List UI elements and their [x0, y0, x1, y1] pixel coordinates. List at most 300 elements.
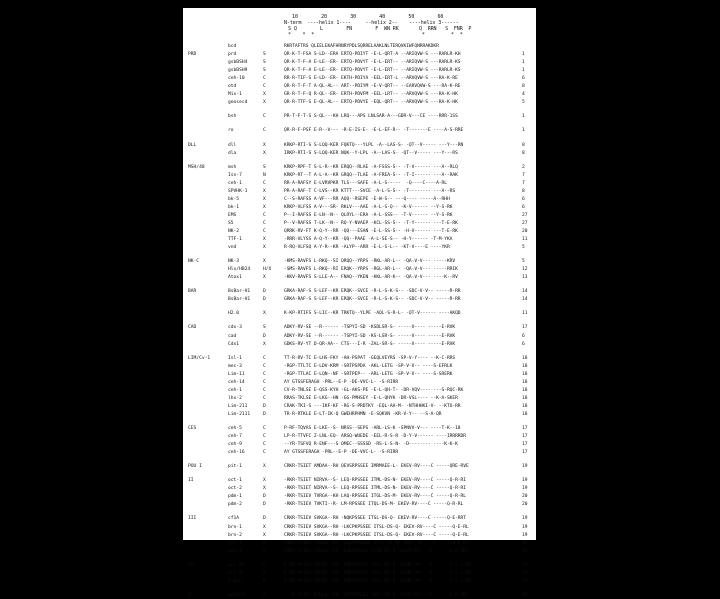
sequence: GR-R-T-F-Q R-QL--ER- ERTH-PDVFM -EEL-LRT-- --ARVQVW-S ---RA-K-HK	[284, 92, 458, 98]
gene-name: NK-2	[228, 229, 240, 234]
sequence: QR-K-T-F-A E-LE--ER- ERTQ-PDVYT -E-L-ERT-- --ARIQVW-S ---RARLR-KS	[284, 68, 461, 74]
gene-name: Atox1	[228, 275, 242, 281]
class-label: POU I	[188, 464, 202, 470]
reference-number: 19	[522, 524, 528, 530]
gene-name: Hlx/HB24	[228, 267, 251, 273]
reference-number: 8	[522, 150, 525, 156]
alignment-row	[183, 92, 536, 98]
reference-number: 18	[522, 363, 528, 369]
gene-name: gsbBSH4	[228, 60, 248, 66]
alignment-row	[183, 44, 536, 50]
reference-number: 6	[522, 76, 525, 82]
sequence: P--V-RAFSS T-LK--N-- RQ-Y-NVAEP -KCL-SS-S-- -T-Y------ ---T-E-RK	[284, 220, 458, 226]
alignment-row	[183, 334, 536, 340]
sequence: CRKR-TSIET AMDAA--RH QEVSRPSSEE IMRMAEE-L- EKEV-RV----C -----QRE-RVE	[284, 464, 469, 470]
gene-name: lhx-2	[228, 395, 242, 401]
species-code: C	[263, 562, 266, 568]
sequence-alignment-table	[183, 8, 536, 598]
sequence: GRKA-RAF-S S-LEF--KR ERQK--SVCE -R-L-S-K-S-- -SDC-V-V-- -----R-RR	[284, 297, 461, 303]
consensus-row-2: * * * * * *	[288, 32, 463, 38]
sequence: TR-R-RTKLE E-LT-IK-Q GWEHRPHMN -E-SQKVN -KR-V-Y-- --S-A-QR	[284, 411, 442, 417]
alignment-row	[183, 525, 536, 531]
species-code: S	[263, 68, 266, 74]
gene-name: ceh-9	[228, 442, 242, 448]
sequence: QR-K-T-F-A E-LE--ER- ERTQ-PDVYT -E-L-ERT-- --ARIQVW-S ---RARLR-KS	[284, 60, 461, 66]
species-code: C	[263, 114, 266, 120]
gene-name: ceh-5	[228, 426, 242, 431]
alignment-row	[183, 426, 536, 432]
species-code: S	[263, 52, 266, 58]
gene-name: oct3/4	[228, 592, 245, 598]
sequence: E-RK-TSIAA PEKRS--AY- KNPRPSPEE IAA--DC-D- EKDV-RV----C -----Q-S-S-KR	[284, 570, 472, 576]
sequence: QR-R-F-PSF E-R--V--- -R-E-IS-E- -E-L-EF-R-- -T-------E ----A-S-RRE	[284, 128, 464, 134]
reference-number: 20	[522, 494, 528, 500]
species-code: D	[263, 494, 266, 500]
class-label: BAR	[188, 289, 197, 295]
class-label: CAD	[188, 325, 197, 331]
reference-number: 19	[522, 516, 528, 522]
class-label: V	[188, 592, 191, 598]
alignment-row	[183, 579, 536, 585]
reference-number: 5	[522, 100, 525, 106]
alignment-row	[183, 259, 536, 265]
sequence: CRAK-TKI-S ---IKF-KF -RG-S-PRDTKY -EQL-AH-M- -NTHHHKI-V- --KTO-RR	[284, 403, 461, 409]
alignment-row	[183, 342, 536, 348]
gene-name: ceh-16	[228, 450, 245, 456]
gene-name: mec-3	[228, 363, 242, 369]
species-code: X	[263, 548, 266, 554]
gene-name: NK-3	[228, 259, 240, 265]
sequence: CRKR-TSIEV SVKGA--RH -NQKPSSEE ITSL-DS-Q- EKEV-RV----C -----Q-E-RRT	[284, 516, 466, 522]
sequence: LP-R-TTVFC Z-LNL-EQ- ARSQ-WUEDE -EEL-R-S-R -D-Y-V------ ----IRRRRDR	[284, 434, 466, 440]
sequence: CRKR-TSIEV SVKGA--RH -DGKPSPGEE ITCV-DS-N- EKEV-RV----C -----Q-E-RRT	[284, 548, 469, 554]
sequence: RR-A-RAFSY E-LVRVPKR TLS---SAFE -A-L-S----- -Q----C----A-RL	[284, 180, 447, 186]
species-code: D	[263, 297, 266, 303]
species-code: C	[263, 180, 266, 186]
gene-name: Lim-211	[228, 403, 248, 409]
alignment-row	[183, 84, 536, 90]
species-code: X	[263, 540, 266, 546]
gene-name: pdm-2	[228, 502, 242, 508]
alignment-row	[183, 189, 536, 195]
sequence: AY GTSSFERAGH -PRL--E-P -DE-VVC-L- -S-RIRR	[284, 379, 399, 385]
class-label: III	[188, 516, 197, 522]
sequence: P--I-RAFSS E-LN--N-- QLRYL--ERA -A-L-SSS-- -T-V------ --Y-S-RK	[284, 212, 453, 218]
species-code: C	[263, 355, 266, 361]
alignment-row	[183, 165, 536, 171]
alignment-row	[183, 356, 536, 362]
sequence: KRKP-RT--T A-L-A--KR GRQQ--TLAE -A-FREA-S-- -T-I------ ---A--RAK	[284, 172, 458, 178]
document-page	[183, 8, 536, 598]
species-code: C	[263, 363, 266, 369]
reference-number: 18	[522, 411, 528, 417]
reference-number: 19	[522, 532, 528, 538]
gene-name: goosecd	[228, 100, 248, 106]
reference-number: 17	[522, 426, 528, 431]
reference-number: 18	[522, 371, 528, 377]
alignment-row	[183, 502, 536, 508]
reference-number: 18	[522, 379, 528, 385]
sequence: PR-T-F-T-S S-QL---KH LRQ---APS LNLSAR-A---GDR-V---CE ----RRR-1SS	[284, 114, 458, 120]
alignment-row	[183, 205, 536, 211]
gene-name: BsBar-H1	[228, 297, 251, 303]
gene-name: ceh-1	[228, 180, 242, 186]
species-code: X	[263, 204, 266, 210]
gene-name: S5	[228, 220, 234, 226]
sequence: KRKP-RPF-T S-L-R--KR ERQQ--RLAE -A-FSSS-S-- -T-V------ ---A--RLQ	[284, 164, 458, 170]
reference-number: 27	[522, 212, 528, 218]
sequence: -SMS-RAVFS L-RKQ--RI ERQK--YRPS -RGL-AR-L-- -QA-V-V--- -----RRIK	[284, 267, 458, 273]
alignment-row	[183, 434, 536, 440]
reference-number: 5	[522, 245, 525, 251]
species-code: C	[263, 84, 266, 90]
reference-number: 27	[522, 220, 528, 226]
gene-name: gsbBSH9	[228, 68, 248, 74]
alignment-row	[183, 516, 536, 522]
class-label: IV	[188, 562, 194, 568]
gene-name: bsh	[228, 114, 237, 120]
sequence: QR-R-T-F-T A-QL-AL-- ART--PDIYM -E-V-QRT-- --EARVQVW-S ---RA-K-RE	[284, 84, 461, 90]
reference-number: 11	[522, 311, 528, 317]
gene-name: bk-5	[228, 196, 240, 202]
reference-number: 19	[522, 464, 528, 470]
reference-number: 14	[522, 289, 528, 295]
gene-name: msh	[228, 164, 237, 170]
sequence: TT-R-RV-TC E-LHS-FKY -AH-PSPAT -GEQLVEYRS -SP-V-Y---- --K-C-RRS	[284, 355, 456, 361]
sequence: -RKR-TSIET NIRVA--S- LEQ-RPSSEE ITML-DS-N- EKEV-RV----C -----Q-R-RI	[284, 486, 466, 492]
gene-name: sph-4	[228, 548, 242, 554]
gene-name: Lim-2111	[228, 411, 251, 417]
gene-name: oct-1	[228, 478, 242, 484]
species-code: X	[263, 478, 266, 484]
alignment-row	[183, 388, 536, 394]
species-code: X	[263, 92, 266, 98]
species-code: D	[263, 516, 266, 522]
species-code: D	[263, 411, 266, 417]
gene-name: oct-2	[228, 486, 242, 492]
reference-number: 18	[522, 387, 528, 393]
reference-number: 19	[522, 562, 528, 568]
sequence: S-RK-TSIAA PEKRS--AY- KNPRPSPEE IAA--DC-D- EKDV-RV----C -----Q-S-S-KR	[284, 578, 472, 584]
alignment-row	[183, 494, 536, 500]
reference-number: 19	[522, 578, 528, 584]
alignment-row	[183, 221, 536, 227]
alignment-row	[183, 297, 536, 303]
alignment-row	[183, 372, 536, 378]
sequence: C--S-RAFSS A-VF---RR AQQ--RSEPE -E-W-S-- ---Q---- -----A--RHH	[284, 196, 450, 202]
species-code: X	[263, 532, 266, 538]
species-code: D	[263, 403, 266, 409]
reference-number: 1	[522, 128, 525, 134]
species-code: C	[263, 395, 266, 401]
species-code: X	[263, 341, 266, 347]
class-label: II	[188, 478, 194, 484]
species-code: D	[263, 502, 266, 508]
alignment-row	[183, 486, 536, 492]
reference-number: 19	[522, 548, 528, 554]
alignment-row	[183, 289, 536, 295]
gene-name: ceh-10	[228, 76, 245, 82]
reference-number: 6	[522, 196, 525, 202]
species-code: X	[263, 196, 266, 202]
sequence: -RGP-TTLAC E-LQN--NF -SRTPEP-- -ARL-LETG -SP-V-V-- ----S-SRERK	[284, 371, 453, 377]
species-code: H/X	[263, 267, 272, 273]
species-code: X	[263, 311, 266, 317]
reference-number: 17	[522, 434, 528, 440]
sequence: ---K-TSIEV RAKLS--RN- LKPKPSLEG IAE--EK-D- EKDV-RV----C -----Q-E-RR	[284, 592, 466, 598]
reference-number: 20	[522, 502, 528, 508]
class-label: PRD	[188, 52, 197, 58]
gene-name: prd	[228, 52, 237, 58]
alignment-row	[183, 60, 536, 66]
species-code: C	[263, 371, 266, 377]
species-code: C	[263, 220, 266, 226]
gene-name: unc-86	[228, 562, 245, 568]
sequence: CV-R-TNLSE E-QSS-KYH -GL-AKS-PE -E-L-QH-T- -DR-VQV---- ---S-RQC-RK	[284, 387, 464, 393]
species-code: C	[263, 426, 266, 431]
sequence: AY GTSSFERAGH -PRL--E-P -DE-VVC-L- -S-RIRR	[284, 450, 399, 456]
gene-name: ceh-7	[228, 434, 242, 440]
alignment-row	[183, 68, 536, 74]
alignment-row	[183, 404, 536, 410]
sequence: IRKP-RTI-S S-LQQ-KER NQK--Y-LPL -A--LAS-S- -QT--V----- ---Y---RS	[284, 150, 458, 156]
sequence: QR-K-T-FSA S-LD--ERA ERTQ-PDIYT -E-L-QRT-A --ARIQVW-S ---RARLR-KH	[284, 52, 461, 58]
species-code: X	[263, 570, 266, 576]
alignment-row	[183, 464, 536, 470]
alignment-row	[183, 173, 536, 179]
class-label: DLL	[188, 142, 197, 148]
gene-name: BsBar-H1	[228, 289, 251, 295]
sequence: K-KP-RTIFS S-LIC--KR TRKTQ--YLPE -AQL-S-R-L- -QT-V------ ----AKQD	[284, 311, 461, 317]
gene-name: brn-1	[228, 524, 242, 530]
species-code: X	[263, 486, 266, 492]
alignment-row	[183, 197, 536, 203]
species-code: D	[263, 578, 266, 584]
reference-number: 18	[522, 395, 528, 401]
sequence: KRKP-RTI-S S-LQQ-KER FQKTQ---YLPL -A--LAS-S- -QT--V----- ---Y---RN	[284, 142, 464, 148]
reference-number: 1	[522, 60, 525, 66]
helix-domain-header: N-term ----helix 1---- --helix 2-- ----helix 3------	[284, 20, 459, 26]
reference-number: 7	[522, 172, 525, 178]
species-code: C	[263, 128, 266, 134]
sequence: CRKR-TSIEV SVKGA--RH -LKCPKPSSEE ITSL-DS-Q- EKEV-RV----C -----Q-E-RL	[284, 532, 469, 538]
alignment-row	[183, 478, 536, 484]
reference-number: 17	[522, 442, 528, 448]
reference-number: 18	[522, 403, 528, 409]
gene-name: vnd	[228, 245, 237, 251]
gene-name: cf1A	[228, 516, 240, 522]
reference-number: 6	[522, 204, 525, 210]
sequence: -RKR-TSIEV TVKTI--R- LM-RPSSEE ITQL-DS-M- EKEV-RV----C -----Q-R-RL	[284, 502, 464, 508]
reference-number: 19	[522, 486, 528, 492]
gene-name: Isl-1	[228, 355, 242, 361]
reference-number: 11	[522, 237, 528, 243]
gene-name: EMS	[228, 212, 237, 218]
alignment-row	[183, 267, 536, 273]
alignment-row	[183, 533, 536, 539]
reference-number: 17	[522, 325, 528, 331]
reference-number: 19	[522, 592, 528, 598]
species-code: C	[263, 442, 266, 448]
gene-name: tst-1	[228, 540, 242, 546]
gene-name: Lim-11	[228, 371, 245, 377]
gene-name: ro	[228, 128, 234, 134]
reference-number: 19	[522, 478, 528, 484]
species-code: X	[263, 237, 266, 243]
sequence: CRKR-TSIEV SVKGA--RH -LKCPKPSSEE ITSL-DS-Q- EKEV-RV----C -----Q-E-RL	[284, 540, 469, 546]
alignment-row	[183, 442, 536, 448]
species-code: X	[263, 592, 266, 598]
alignment-row	[183, 229, 536, 235]
species-code: X	[263, 464, 266, 470]
sequence: -KKV-RAVFS S-LLE-A-- FNAQ--YKEN -KKL-AR-K-- -QA-V-V--- ----K--RV	[284, 275, 458, 281]
alignment-row	[183, 128, 536, 134]
reference-number: 17	[522, 450, 528, 456]
gene-name: brn-2	[228, 532, 242, 538]
species-code: X	[263, 245, 266, 251]
reference-number: 20	[522, 229, 528, 234]
gene-name: otd	[228, 84, 237, 90]
gene-name: cdx-3	[228, 325, 242, 331]
reference-number: 1	[522, 114, 525, 120]
sequence: -RRR-VLYSS A-Q-Y--KR -QQ--PAAE -A-L-SE-S-- -H-Y------ -T-M-YKA	[284, 237, 453, 243]
reference-number: 14	[522, 297, 528, 303]
sequence: PR-A-RAF-T C-LVS--KR KTTT---SVCE -A-L-S-S-- -T-------- ---A--RS	[284, 188, 456, 194]
alignment-row	[183, 213, 536, 219]
species-code: C	[263, 387, 266, 393]
reference-number: 8	[522, 188, 525, 194]
species-code: S	[263, 60, 266, 66]
species-code: X	[263, 150, 266, 156]
reference-number: 8	[522, 84, 525, 90]
reference-number: 1	[522, 68, 525, 74]
class-label: CES	[188, 426, 197, 431]
alignment-row	[183, 380, 536, 386]
gene-name: H2.0	[228, 311, 240, 317]
alignment-row	[183, 181, 536, 187]
reference-number: 5	[522, 259, 525, 265]
reference-number: 19	[522, 570, 528, 576]
species-code: X	[263, 259, 266, 265]
gene-name: pdm-1	[228, 494, 242, 500]
alignment-row	[183, 450, 536, 456]
alignment-row	[183, 571, 536, 577]
gene-name: brn-3	[228, 570, 242, 576]
alignment-row	[183, 76, 536, 82]
sequence: --YR-TSFVQ R-ENF---S OMEC--SSSSD -RS-L-S-N- -D-------- ----K-K-K	[284, 442, 458, 448]
reference-number: 6	[522, 341, 525, 347]
reference-number: 4	[522, 92, 525, 98]
sequence: P-RF-TQVAS E-LKE--S- NRSS--SEPS -ARL-LS-K -SPNVV-V--- ----T-K--18	[284, 426, 461, 431]
species-code: D	[263, 289, 266, 295]
alignment-row	[183, 237, 536, 243]
species-code: X	[263, 100, 266, 106]
alignment-row	[183, 311, 536, 317]
gene-name: Isn-7	[228, 172, 242, 178]
sequence: E-RK-TSIAA PEKRS--VY- KNPRPSPEE IAA--DC-D- EKDV-RV----C -----Q-S-S-KR	[284, 562, 472, 568]
alignment-row	[183, 549, 536, 555]
sequence: -RGP-TTLTC E-LDV-KRM -SRTPSPDA -AKL-LETG -SP-V-V-- ----S-EFRLK	[284, 363, 453, 369]
sequence: GDKS-RV-YT D-QR-AA-- CTS---I-R -ZAL-SR-S- -----V---- -----E-RVK	[284, 341, 456, 347]
gene-name: Mix-1	[228, 92, 242, 98]
species-code: S	[263, 164, 266, 170]
alignment-row	[183, 245, 536, 251]
alignment-row	[183, 325, 536, 331]
sequence: KRKP-VLFSS A-V---SR- RKLV---AAE -A-L-S-Q-- -K-V------ --Y-S-RK	[284, 204, 453, 210]
reference-number: 13	[522, 275, 528, 281]
sequence: RR-R-TIF-S E-LD--ER- EKTH-PDIYA -EEL-ERT-L --ARVQVW-S ---RA-K-RE	[284, 76, 458, 82]
species-code: N	[263, 172, 266, 178]
species-code: X	[263, 524, 266, 530]
sequence: ADKY-RV-SE --R------ -TSPYI-SD -KS-LSR-S- -----V---- -----E-RVK	[284, 333, 456, 339]
reference-number: 19	[522, 540, 528, 546]
species-code: C	[263, 212, 266, 218]
species-code: S	[263, 325, 266, 331]
reference-number: 2	[522, 164, 525, 170]
species-code: X	[263, 275, 266, 281]
species-code: X	[263, 188, 266, 194]
species-code: X	[263, 142, 266, 148]
reference-number: 6	[522, 333, 525, 339]
consensus-row-1: S Q L FN F WN RK Q RRN S FNR P	[288, 26, 472, 32]
sequence: -KMS-RAVFS L-RKQ--SI QRQQ--YRPS -RKL-AR-L-- -QA-V-V--- -----KRV	[284, 259, 456, 265]
class-label: NK-C	[188, 259, 200, 265]
gene-name: dla	[228, 150, 237, 156]
sequence: RKRTAFTRS QLEELEKAFHRNRYPDLSQRRELAAKLNLTERQVKIWFQNRRAKDKR	[284, 44, 439, 49]
alignment-row	[183, 114, 536, 120]
species-code: C	[263, 379, 266, 385]
gene-name: TTF-1	[228, 237, 242, 243]
alignment-row	[183, 412, 536, 418]
gene-name: dll	[228, 142, 237, 148]
sequence: GRKA-RAF-S S-LEF--KR ERQK--SVCE -R-L-S-K-S-- -SDC-V-V-- -----R-RR	[284, 289, 461, 295]
reference-number: 12	[522, 267, 528, 273]
gene-name: SPVHK-1	[228, 188, 248, 194]
species-code: C	[263, 450, 266, 456]
alignment-row	[183, 593, 536, 599]
gene-name: bk-1	[228, 204, 240, 210]
gene-name: bcd	[228, 44, 237, 49]
sequence: QRRK-RV-FT K-Q-Y--RR -QQ---ESAN -E-L-SS-S-- -H-V------ ---T-E-RK	[284, 229, 458, 234]
gene-name: pit-1	[228, 464, 242, 470]
alignment-row	[183, 151, 536, 157]
sequence: QR-R-TTF-S E-QL-AL-- ERTQ-PDVYE -EQL-QRT-- --ARVQVW-S ---RA-K-HK	[284, 100, 458, 106]
alignment-row	[183, 52, 536, 58]
gene-name: Cdx1	[228, 341, 240, 347]
class-label: LIM/Cv-1	[188, 355, 211, 361]
alignment-row	[183, 100, 536, 106]
alignment-row	[183, 396, 536, 402]
species-code: C	[263, 76, 266, 82]
gene-name: cad	[228, 333, 237, 339]
reference-number: 18	[522, 355, 528, 361]
sequence: ADKY-RV-SE --R------ -TSPYI-SD -KSDLSR-S- -----V---- -----E-RVK	[284, 325, 456, 331]
gene-name: ceh-14	[228, 379, 245, 385]
gene-name: ceh-1	[228, 387, 242, 393]
alignment-row	[183, 563, 536, 569]
gene-name: I-pou	[228, 578, 242, 584]
sequence: RRAS-TKLSE E-LKG--HN -GG-PMHSEY -E-L-QHYK -DR-VSL---- --K-A-SKER	[284, 395, 458, 401]
reference-number: 1	[522, 52, 525, 58]
sequence: -RKR-TSIEV TVRGA--KH LAQ-RPSSEE ITGL-DS-M- EKEV-RV----C -----Q-R-RL	[284, 494, 466, 500]
species-code: C	[263, 229, 266, 234]
sequence: R-RQ-VLFSQ A-Y-R--KR -ALYP--ARR -E-L-S-L-- -KT-V----E ----YKR	[284, 245, 450, 251]
sequence: CRKR-TSIEV SVKGA--RH -LKCPKPSSEE ITSL-DS-Q- EKEV-RV----C -----Q-E-RL	[284, 524, 469, 530]
alignment-row	[183, 143, 536, 149]
species-code: D	[263, 333, 266, 339]
sequence: -RKR-TSIET NIRVA--S- LEQ-RPSSEE ITML-DS-N- EKEV-RV----C -----Q-R-RI	[284, 478, 466, 484]
alignment-row	[183, 541, 536, 547]
